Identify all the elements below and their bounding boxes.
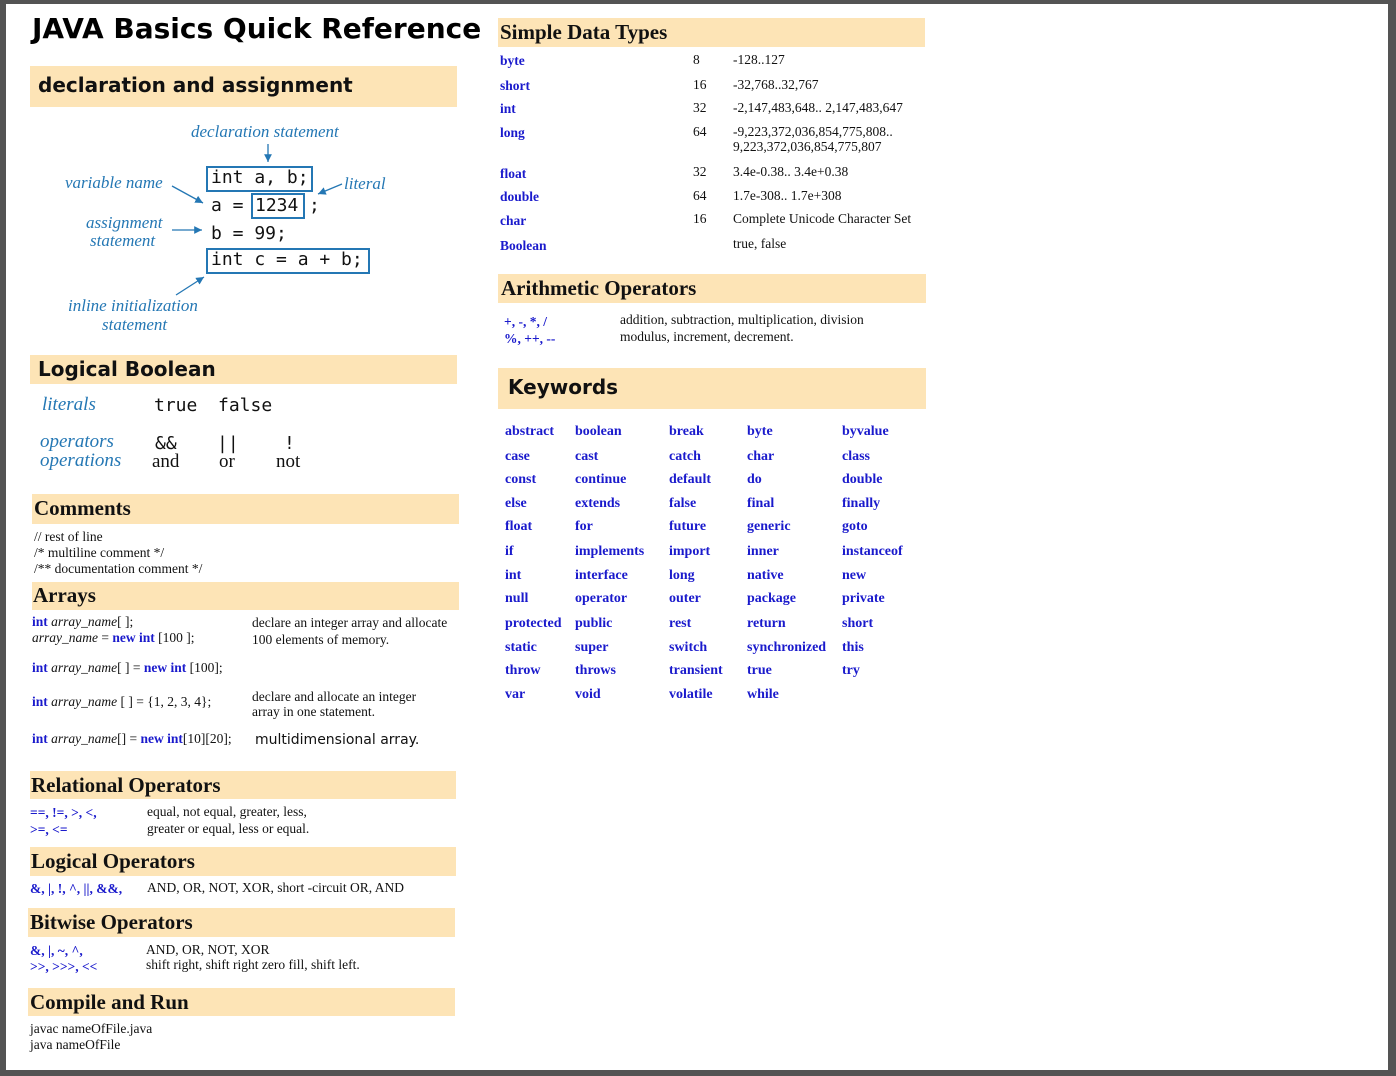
relational-desc-2: greater or equal, less or equal. (147, 821, 310, 836)
keyword-item: try (842, 663, 860, 678)
keyword-item: default (669, 472, 711, 487)
array-decl-1 (32, 614, 133, 630)
type-bits: 32 (693, 164, 707, 179)
section-header-keywords (498, 368, 926, 409)
array-size: [100]; (186, 660, 223, 675)
label-literals: literals (42, 394, 96, 415)
comment-doc: /** documentation comment */ (34, 561, 203, 576)
keyword-item: super (575, 640, 609, 655)
type-name: long (500, 125, 525, 140)
bitwise-desc-1: AND, OR, NOT, XOR (146, 942, 270, 957)
keyword-item: goto (842, 519, 868, 534)
code-line-assign-b: b = 99; (211, 223, 287, 244)
section-header-relational (30, 771, 456, 799)
type-bits: 8 (693, 52, 700, 67)
type-range: -2,147,483,648.. 2,147,483,647 (733, 100, 903, 115)
section-title: Keywords (508, 375, 619, 399)
relational-desc-1: equal, not equal, greater, less, (147, 804, 307, 819)
keyword-item: byte (747, 424, 773, 439)
section-title: Bitwise Operators (30, 910, 193, 934)
code-literal: 1234 (255, 195, 299, 216)
label-assignment: assignment (86, 213, 163, 232)
keyword-item: operator (575, 591, 628, 606)
type-bits: 32 (693, 100, 707, 115)
keyword-item: outer (669, 591, 701, 606)
array-eq: = (98, 630, 113, 645)
keyword-new: new (112, 630, 136, 645)
keyword-item: cast (575, 449, 599, 464)
run-command: java nameOfFile (30, 1037, 121, 1052)
keyword-item: while (747, 687, 779, 702)
type-name: float (500, 166, 527, 181)
reference-page (6, 4, 1388, 1070)
type-bits: 16 (693, 211, 707, 226)
keyword-item: short (842, 616, 874, 631)
type-bits: 64 (693, 124, 707, 139)
keyword-item: inner (747, 544, 779, 559)
array-eq: [ ] = (117, 660, 144, 675)
bitwise-desc-2: shift right, shift right zero fill, shift left. (146, 957, 360, 972)
type-bits: 64 (693, 188, 707, 203)
literal-false: false (218, 395, 273, 416)
section-header-arithmetic (498, 274, 926, 303)
type-range: -9,223,372,036,854,775,808.. (733, 124, 893, 139)
keyword-int: int (32, 731, 48, 746)
keyword-item: rest (669, 616, 692, 631)
array-init: [ ] = {1, 2, 3, 4}; (117, 694, 212, 709)
keyword-item: implements (575, 544, 645, 559)
array-desc-1b: 100 elements of memory. (252, 632, 390, 647)
keyword-item: finally (842, 496, 881, 511)
section-title: Arithmetic Operators (501, 276, 697, 300)
label-inline-init: inline initialization (68, 296, 198, 315)
keyword-int: int (32, 660, 48, 675)
section-title: declaration and assignment (38, 73, 353, 97)
array-name: array_name (51, 660, 118, 675)
name-not: not (276, 451, 301, 472)
keyword-item: import (669, 544, 711, 559)
type-name: char (500, 213, 527, 228)
arithmetic-ops-2: %, ++, -- (504, 331, 556, 346)
array-name: array_name (51, 694, 118, 709)
name-and: and (152, 451, 180, 472)
array-size: [100 ]; (154, 630, 195, 645)
keyword-item: public (575, 616, 613, 631)
keyword-item: this (842, 640, 864, 655)
relational-ops-1: ==, !=, >, <, (30, 805, 97, 820)
section-title: Comments (34, 496, 131, 520)
bitwise-ops-1: &, |, ~, ^, (30, 943, 83, 958)
label-variable-name: variable name (65, 173, 163, 192)
keyword-item: native (747, 568, 784, 583)
keyword-item: static (505, 640, 537, 655)
array-desc-4a: declare and allocate an integer (252, 689, 417, 704)
keyword-item: transient (669, 663, 723, 678)
keyword-item: long (669, 568, 695, 583)
array-name: array_name (51, 731, 118, 746)
keyword-item: extends (575, 496, 621, 511)
keyword-item: else (505, 496, 527, 511)
keyword-item: switch (669, 640, 708, 655)
op-and: && (155, 433, 177, 454)
keyword-item: case (505, 449, 530, 464)
keyword-item: future (669, 519, 707, 534)
label-literal: literal (344, 174, 386, 193)
arithmetic-desc-1: addition, subtraction, multiplication, division (620, 312, 864, 327)
type-range-cont: 9,223,372,036,854,775,807 (733, 139, 882, 154)
keyword-item: void (575, 687, 601, 702)
type-range: true, false (733, 236, 787, 251)
keyword-int: int (32, 694, 48, 709)
keyword-int: int (167, 731, 183, 746)
keyword-item: double (842, 472, 883, 487)
keyword-item: return (747, 616, 786, 631)
keyword-item: byvalue (842, 424, 889, 439)
label-operators: operators (40, 431, 114, 452)
comment-line: // rest of line (34, 529, 103, 544)
keyword-item: continue (575, 472, 627, 487)
keyword-item: do (747, 472, 762, 487)
keyword-item: false (669, 496, 697, 511)
page-title: JAVA Basics Quick Reference (32, 12, 482, 45)
keyword-item: volatile (669, 687, 713, 702)
keyword-item: interface (575, 568, 628, 583)
keyword-new: new (140, 731, 164, 746)
section-title: Arrays (33, 583, 96, 607)
section-title: Logical Boolean (38, 357, 216, 381)
section-header-comments (32, 494, 459, 524)
label-operations: operations (40, 450, 122, 471)
op-not: ! (284, 433, 295, 454)
type-range: -32,768..32,767 (733, 77, 819, 92)
array-desc-1a: declare an integer array and allocate (252, 615, 448, 630)
keyword-item: abstract (505, 424, 554, 439)
keyword-item: const (505, 472, 537, 487)
type-range: -128..127 (733, 52, 785, 67)
keyword-item: package (747, 591, 796, 606)
label-assignment-statement: statement (90, 231, 156, 250)
keyword-item: for (575, 519, 593, 534)
section-title: Simple Data Types (500, 20, 668, 44)
section-header-logical-boolean (30, 355, 457, 384)
keyword-item: protected (505, 616, 562, 631)
section-header-arrays (32, 582, 459, 610)
type-range: 1.7e-308.. 1.7e+308 (733, 188, 842, 203)
keyword-item: instanceof (842, 544, 903, 559)
arithmetic-desc-2: modulus, increment, decrement. (620, 329, 794, 344)
arithmetic-ops-1: +, -, *, / (504, 314, 547, 329)
type-range: Complete Unicode Character Set (733, 211, 912, 226)
array-name: array_name (32, 630, 98, 645)
keyword-item: throw (505, 663, 541, 678)
type-range: 3.4e-0.38.. 3.4e+0.38 (733, 164, 849, 179)
keyword-item: synchronized (747, 640, 827, 655)
keyword-int: int (139, 630, 155, 645)
type-name: short (500, 78, 530, 93)
keyword-new: new (143, 660, 168, 675)
keyword-item: null (505, 591, 529, 606)
type-name: Boolean (500, 238, 547, 253)
comment-multiline: /* multiline comment */ (34, 545, 165, 560)
keyword-int: int (170, 660, 187, 675)
type-name: byte (500, 53, 525, 68)
code-line-declaration: int a, b; (211, 167, 309, 188)
code-line-assign-prefix: a = (211, 195, 244, 216)
array-decl-2 (32, 630, 195, 646)
array-decl-3 (32, 660, 223, 676)
array-dims: [10][20]; (182, 731, 232, 746)
code-semicolon: ; (309, 195, 320, 216)
keyword-item: char (747, 449, 775, 464)
logical-ops: &, |, !, ^, ||, &&, (30, 881, 123, 896)
section-header-bitwise (28, 908, 455, 937)
section-header-compile (28, 988, 455, 1016)
op-or: || (217, 433, 239, 454)
keyword-int: int (32, 614, 48, 629)
literal-true: true (154, 395, 198, 416)
keyword-item: float (505, 519, 533, 534)
section-title: Compile and Run (30, 990, 189, 1014)
keyword-item: int (505, 568, 522, 583)
array-decl-4 (32, 694, 211, 710)
type-bits: 16 (693, 77, 707, 92)
array-brackets: [ ]; (117, 614, 134, 629)
keyword-item: throws (575, 663, 616, 678)
array-name: array_name (51, 614, 118, 629)
keyword-item: generic (747, 519, 791, 534)
section-header-simple-types (498, 18, 925, 47)
keyword-item: new (842, 568, 867, 583)
bitwise-ops-2: >>, >>>, << (30, 959, 98, 974)
relational-ops-2: >=, <= (30, 822, 68, 837)
keyword-item: var (505, 687, 526, 702)
compile-command: javac nameOfFile.java (30, 1021, 153, 1036)
name-or: or (219, 451, 235, 472)
logical-ops-desc: AND, OR, NOT, XOR, short -circuit OR, AND (147, 880, 404, 895)
section-header-logical-operators (30, 847, 456, 876)
section-title: Relational Operators (31, 773, 221, 797)
keyword-item: class (842, 449, 870, 464)
keyword-item: boolean (575, 424, 622, 439)
label-inline-statement: statement (102, 315, 168, 334)
keyword-item: break (669, 424, 704, 439)
array-decl-5 (32, 731, 232, 747)
section-title: Logical Operators (31, 849, 195, 873)
array-eq: [] = (117, 731, 141, 746)
array-desc-4b: array in one statement. (252, 704, 375, 719)
type-name: int (500, 101, 516, 116)
keyword-item: private (842, 591, 885, 606)
keyword-item: final (747, 496, 775, 511)
type-name: double (500, 189, 540, 204)
code-line-inline: int c = a + b; (211, 249, 363, 270)
keyword-item: if (505, 544, 514, 559)
label-declaration-statement: declaration statement (191, 122, 339, 141)
keyword-item: catch (669, 449, 701, 464)
array-desc-5: multidimensional array. (255, 732, 420, 748)
keyword-item: true (747, 663, 772, 678)
